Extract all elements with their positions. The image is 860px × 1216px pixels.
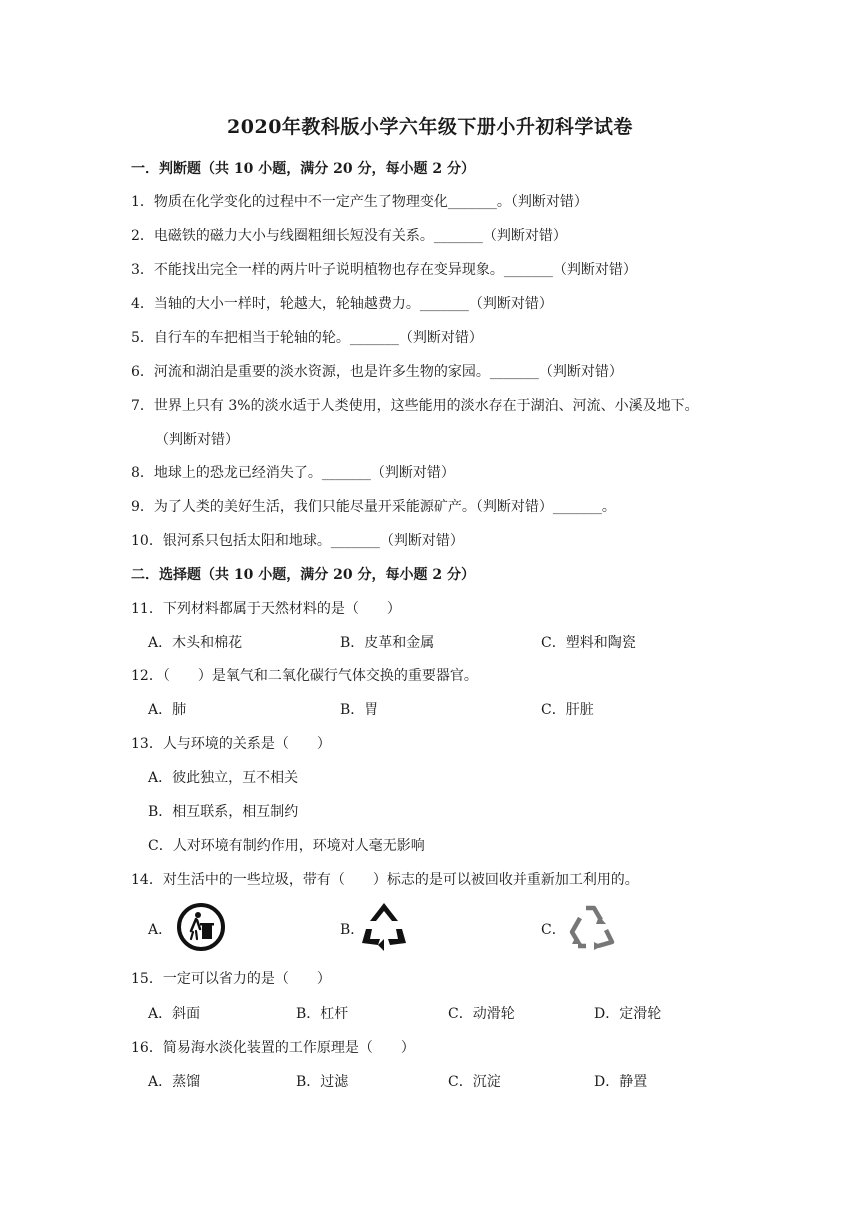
q16-option-a: A．蒸馏: [148, 1074, 201, 1090]
question-11: 11．下列材料都属于天然材料的是（ ）: [131, 601, 401, 617]
question-13: 13．人与环境的关系是（ ）: [131, 736, 331, 752]
question-9: 9．为了人类的美好生活，我们只能尽量开采能源矿产。（判断对错）_______。: [131, 499, 616, 515]
question-5: 5．自行车的车把相当于轮轴的轮。_______（判断对错）: [131, 330, 483, 346]
q12-option-c: C．肝脏: [541, 702, 594, 718]
q15-option-a: A．斜面: [148, 1006, 201, 1022]
trash-bin-icon: [175, 901, 227, 953]
question-7-continued: （判断对错）: [155, 432, 239, 448]
q14-option-b: B．: [340, 922, 365, 938]
q15-option-c: C．动滑轮: [448, 1006, 515, 1022]
question-8: 8．地球上的恐龙已经消失了。_______（判断对错）: [131, 465, 455, 481]
section-heading-choice: 二．选择题（共 10 小题，满分 20 分，每小题 2 分）: [131, 567, 475, 583]
q15-option-d: D．定滑轮: [594, 1006, 662, 1022]
q12-option-a: A．肺: [148, 702, 187, 718]
q11-option-c: C．塑料和陶瓷: [541, 635, 636, 651]
question-4: 4．当轴的大小一样时，轮越大，轮轴越费力。_______（判断对错）: [131, 296, 553, 312]
q13-option-a: A．彼此独立，互不相关: [148, 770, 299, 786]
question-16: 16．简易海水淡化装置的工作原理是（ ）: [131, 1040, 415, 1056]
q11-option-a: A．木头和棉花: [148, 635, 243, 651]
question-10: 10．银河系只包括太阳和地球。_______（判断对错）: [131, 533, 464, 549]
q11-option-b: B．皮革和金属: [340, 635, 435, 651]
q16-option-b: B．过滤: [296, 1074, 349, 1090]
question-12: 12．（ ）是氧气和二氧化碳行气体交换的重要器官。: [131, 668, 478, 684]
section-heading-judgement: 一．判断题（共 10 小题，满分 20 分，每小题 2 分）: [131, 161, 475, 177]
q13-option-c: C．人对环境有制约作用，环境对人毫无影响: [148, 838, 425, 854]
q14-option-c: C．: [541, 922, 566, 938]
q15-option-b: B．杠杆: [296, 1006, 349, 1022]
question-1: 1．物质在化学变化的过程中不一定产生了物理变化_______。（判断对错）: [131, 194, 588, 210]
recycle-solid-icon: [358, 899, 410, 951]
q14-option-a: A．: [148, 922, 173, 938]
q16-option-c: C．沉淀: [448, 1074, 501, 1090]
q12-option-b: B．胃: [340, 702, 379, 718]
question-6: 6．河流和湖泊是重要的淡水资源，也是许多生物的家园。_______（判断对错）: [131, 364, 623, 380]
question-2: 2．电磁铁的磁力大小与线圈粗细长短没有关系。_______（判断对错）: [131, 228, 567, 244]
q13-option-b: B．相互联系，相互制约: [148, 804, 299, 820]
page-title: 2020年教科版小学六年级下册小升初科学试卷: [227, 116, 633, 138]
recycle-outline-icon: [566, 900, 618, 952]
question-15: 15．一定可以省力的是（ ）: [131, 971, 331, 987]
q16-option-d: D．静置: [594, 1074, 648, 1090]
question-14: 14．对生活中的一些垃圾，带有（ ）标志的是可以被回收并重新加工利用的。: [131, 872, 639, 888]
question-7: 7．世界上只有 3%的淡水适于人类使用，这些能用的淡水存在于湖泊、河流、小溪及地下。: [131, 398, 699, 414]
question-3: 3．不能找出完全一样的两片叶子说明植物也存在变异现象。_______（判断对错）: [131, 262, 637, 278]
